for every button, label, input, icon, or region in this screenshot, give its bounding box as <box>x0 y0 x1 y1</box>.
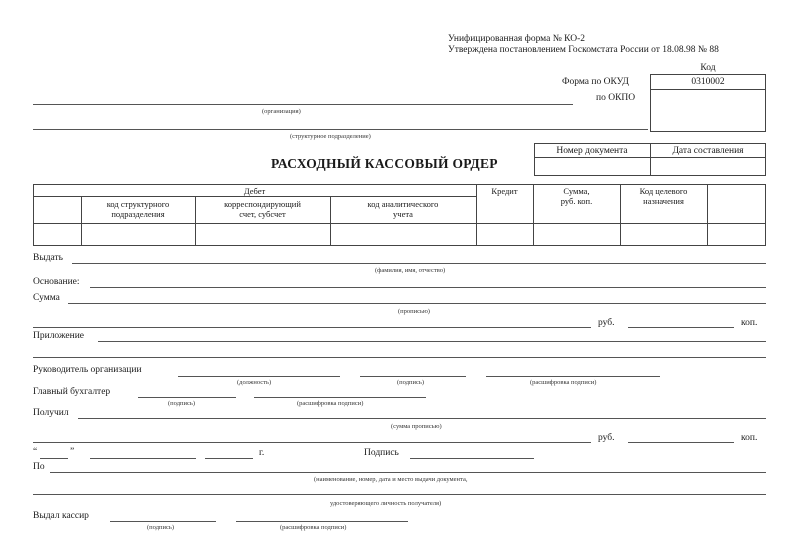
cashier-label: Выдал кассир <box>33 511 89 521</box>
table-header-division-code-2: подразделения <box>111 209 165 219</box>
head-position-field[interactable] <box>178 376 340 377</box>
kop-label: коп. <box>741 318 758 328</box>
approval-note: Утверждена постановлением Госкомстата России от 18.08.98 № 88 <box>448 45 719 55</box>
day-field[interactable] <box>40 458 68 459</box>
chief-signature-field[interactable] <box>138 397 236 398</box>
organization-caption: (организация) <box>262 108 301 115</box>
codes-divider <box>650 89 766 90</box>
table-header-sum-2: руб. коп. <box>560 196 593 206</box>
table-header-corr-account: корреспондирующий <box>224 199 301 209</box>
attachment-field[interactable] <box>98 341 766 342</box>
table-header-divider <box>33 223 766 224</box>
month-field[interactable] <box>90 458 196 459</box>
year-suffix: г. <box>259 448 265 458</box>
head-label: Руководитель организации <box>33 365 142 375</box>
in-words-caption: (прописью) <box>398 308 430 315</box>
sum-field[interactable] <box>68 303 766 304</box>
doc-date-field[interactable] <box>651 158 766 175</box>
position-caption: (должность) <box>237 379 272 386</box>
received-kop-label: коп. <box>741 433 758 443</box>
cashier-decryption-field[interactable] <box>236 521 408 522</box>
chief-signature-caption: (подпись) <box>168 400 195 407</box>
chief-decryption-field[interactable] <box>254 397 426 398</box>
form-name: Унифицированная форма № КО-2 <box>448 34 586 44</box>
signature-label: Подпись <box>364 448 399 458</box>
attachment-field-line2[interactable] <box>33 357 766 358</box>
quote-open: “ <box>33 447 38 457</box>
doc-date-label: Дата составления <box>672 146 744 156</box>
by-label: По <box>33 462 45 472</box>
okud-label: Форма по ОКУД <box>562 77 629 87</box>
id-doc-caption: (наименование, номер, дата и место выдачи документа, <box>314 476 468 483</box>
table-col-line <box>707 184 708 246</box>
received-rub-label: руб. <box>598 433 615 443</box>
sum-in-words-caption: (сумма прописью) <box>391 423 442 430</box>
received-label: Получил <box>33 408 69 418</box>
basis-field[interactable] <box>90 287 766 288</box>
okud-value[interactable]: 0310002 <box>691 77 725 87</box>
sum-label: Сумма <box>33 293 60 303</box>
rub-label: руб. <box>598 318 615 328</box>
table-header-credit: Кредит <box>491 186 518 196</box>
code-header: Код <box>700 63 716 73</box>
page-title: РАСХОДНЫЙ КАССОВЫЙ ОРДЕР <box>271 156 498 171</box>
id-document-field[interactable] <box>50 472 766 473</box>
table-header-analytic-code-2: учета <box>393 209 413 219</box>
issue-label: Выдать <box>33 253 64 263</box>
id-doc-caption-2: удостоверяющего личность получателя) <box>330 500 442 507</box>
received-field[interactable] <box>78 418 766 419</box>
kop-field[interactable] <box>628 327 734 328</box>
division-caption: (структурное подразделение) <box>290 133 371 140</box>
table-header-purpose: Код целевого <box>639 186 688 196</box>
sum-field-line2[interactable] <box>33 327 591 328</box>
head-decryption-caption: (расшифровка подписи) <box>530 379 597 386</box>
cashier-signature-caption: (подпись) <box>147 524 174 531</box>
head-signature-field[interactable] <box>360 376 466 377</box>
basis-label: Основание: <box>33 277 80 287</box>
quote-close: ” <box>70 447 75 457</box>
chief-decryption-caption: (расшифровка подписи) <box>297 400 364 407</box>
id-document-field-line2[interactable] <box>33 494 766 495</box>
doc-number-label: Номер документа <box>556 146 628 156</box>
table-header-division-code: код структурного <box>106 199 170 209</box>
table-debit-divider <box>33 196 476 197</box>
head-decryption-field[interactable] <box>486 376 660 377</box>
fio-caption: (фамилия, имя, отчество) <box>375 267 446 274</box>
year-field[interactable] <box>205 458 253 459</box>
received-kop-field[interactable] <box>628 442 734 443</box>
doc-number-field[interactable] <box>534 158 650 175</box>
attachment-label: Приложение <box>33 331 84 341</box>
cashier-signature-field[interactable] <box>110 521 216 522</box>
table-header-purpose-2: назначения <box>643 196 684 206</box>
issue-field[interactable] <box>72 263 766 264</box>
table-header-corr-account-2: счет, субсчет <box>239 209 286 219</box>
cashier-decryption-caption: (расшифровка подписи) <box>280 524 347 531</box>
signature-field[interactable] <box>410 458 534 459</box>
table-header-sum: Сумма, <box>563 186 590 196</box>
chief-accountant-label: Главный бухгалтер <box>33 387 111 397</box>
received-sum-line[interactable] <box>33 442 591 443</box>
table-header-debit: Дебет <box>243 186 266 196</box>
division-line[interactable] <box>33 129 648 130</box>
okpo-label: по ОКПО <box>596 93 636 103</box>
table-header-analytic-code: код аналитического <box>367 199 439 209</box>
head-signature-caption: (подпись) <box>397 379 424 386</box>
organization-line[interactable] <box>33 104 573 105</box>
